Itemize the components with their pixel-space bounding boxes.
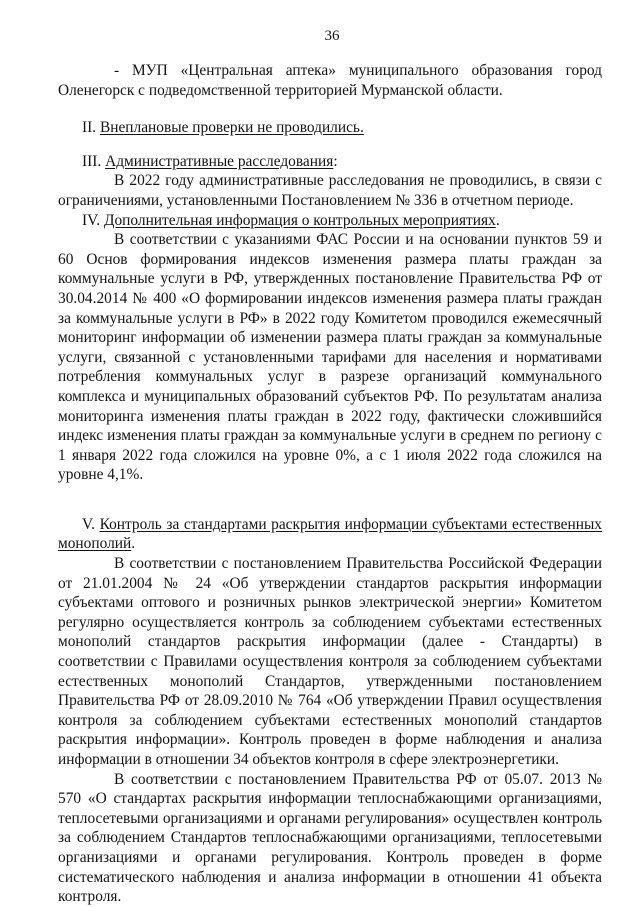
section-3-title: Административные расследования — [105, 152, 334, 170]
section-5-number: V. — [82, 515, 95, 533]
section-4-heading — [58, 211, 602, 231]
section-5-paragraph-1: В соответствии с постановлением Правительства Российской Федерации от 21.01.2004 № 24 «Об утверждении стандартов раскрытия информации субъектами оптового и розничных рынков электрической энергии» Комитетом регулярно осуществляется контроль за соблюдением субъектами естественных монополий стандартов раскрытия информации (далее - Стандарты) в соответствии с Правилами осуществления контроля за соблюдением субъектами естественных монополий Стандартов, утвержденными постановлением Правительства РФ от 28.09.2010 № 764 «Об утверждении Правил осуществления контроля за соблюдением субъектами естественных монополий стандартов раскрытия информации». Контроль проведен в форме наблюдения и анализа информации в отношении 34 объектов контроля в сфере электроэнергетики. — [58, 555, 602, 768]
section-3-number: III. — [82, 152, 102, 170]
section-5-paragraph-2: В соответствии с постановлением Правительства РФ от 05.07. 2013 № 570 «О стандартах раскрытия информации теплоснабжающими организациями, теплосетевыми организациями и органами регулирования» осуществлен контроль за соблюдением Стандартов теплоснабжающими организациями, теплосетевыми организациями и органами регулирования. Контроль проведен в форме систематического наблюдения и анализа информации в отношении 41 объекта контроля. — [58, 770, 602, 906]
page-number: 36 — [324, 28, 340, 44]
section-5-period: . — [131, 535, 136, 553]
intro-bullet-item: - МУП «Центральная аптека» муниципального образования город Оленегорск с подведомственной территорией Мурманской области. — [58, 62, 602, 99]
section-3-colon: : — [333, 152, 338, 170]
section-2-number: II. — [82, 119, 97, 137]
section-5-heading — [58, 515, 602, 554]
section-3-heading — [58, 152, 602, 172]
section-5-title: Контроль за стандартами раскрытия информации субъектами естественных монополий — [58, 515, 602, 553]
section-4-text: В соответствии с указаниями ФАС России и на основании пунктов 59 и 60 Основ формирования индексов изменения размера платы граждан за коммунальные услуги в РФ, утвержденных постановление Правительства РФ от 30.04.2014 № 400 «О формировании индексов изменения размера платы граждан за коммунальные услуги в РФ» в 2022 году Комитетом проводился ежемесячный мониторинг информации об изменении размера платы граждан за коммунальные услуги, связанной с установленными тарифами для населения и нормативами потребления коммунальных услуг в разрезе организаций коммунального комплекса и муниципальных образований субъектов РФ. По результатам анализа мониторинга изменения платы граждан в 2022 году, фактически сложившийся индекс изменения платы граждан за коммунальные услуги в среднем по региону с 1 января 2022 года сложился на уровне 0%, а с 1 июля 2022 года сложился на уровне 4,1%. — [58, 231, 602, 484]
section-4-number: IV. — [82, 211, 101, 229]
section-2-title: Внеплановые проверки не проводились. — [99, 119, 364, 137]
section-4-period: . — [495, 211, 500, 229]
section-3-text: В 2022 году административные расследования не проводились, в связи с ограничениями, установленными Постановлением № 336 в отчетном периоде. — [58, 172, 602, 209]
section-4-title: Дополнительная информация о контрольных мероприятиях — [103, 211, 496, 229]
section-2-heading — [58, 118, 602, 138]
